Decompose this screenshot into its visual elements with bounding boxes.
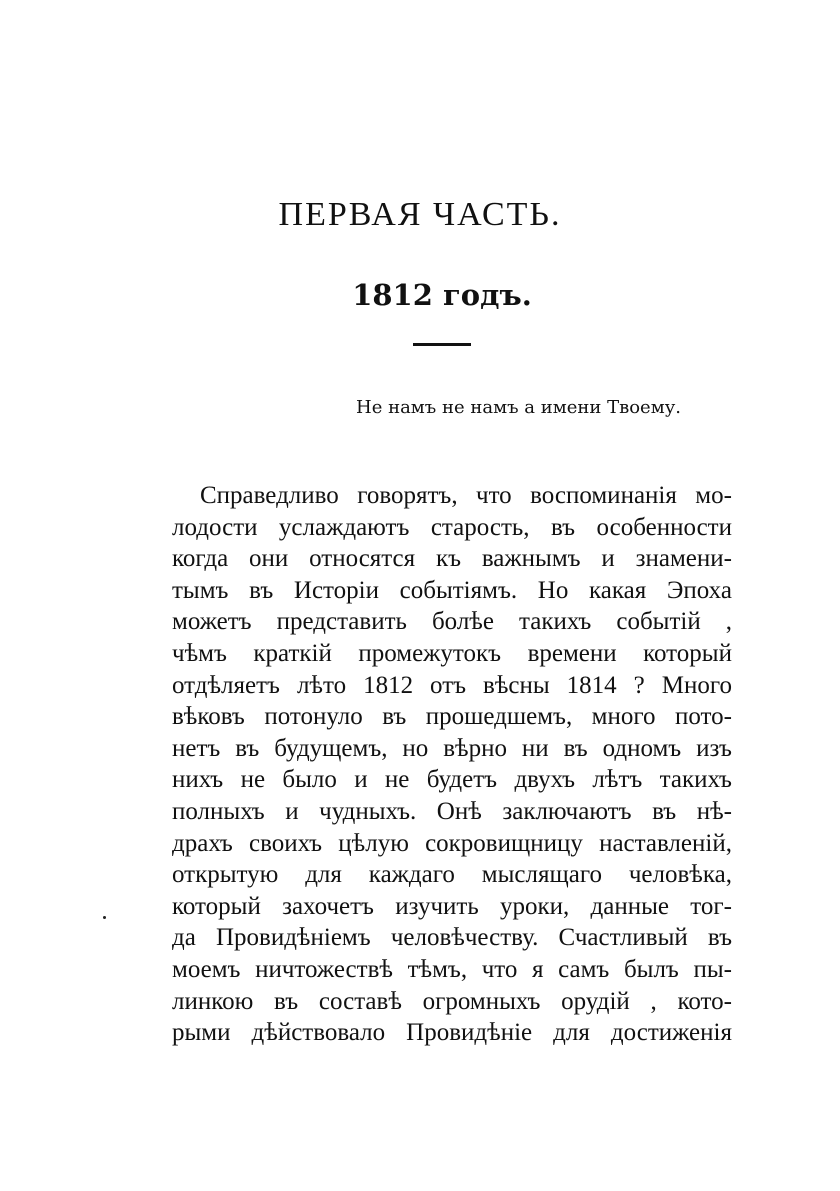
text-line <box>172 543 732 575</box>
word: когда <box>172 545 229 573</box>
word: достиженія <box>610 1019 732 1047</box>
word: драхъ <box>172 829 233 857</box>
word: одномъ <box>602 734 682 762</box>
word: вѣрно <box>443 734 507 762</box>
word: вѣсны <box>483 671 550 699</box>
word: нѣ- <box>696 797 732 825</box>
word: чудныхъ. <box>319 797 417 825</box>
word: кото- <box>677 987 732 1015</box>
word: лѣто <box>296 671 347 699</box>
word: и <box>285 797 299 825</box>
word: Провидѣніемъ <box>215 924 371 952</box>
word: человѣка, <box>628 861 732 889</box>
word: самъ <box>558 955 610 983</box>
word: уроки, <box>500 892 570 920</box>
word: тымъ <box>172 576 229 604</box>
word: было <box>282 766 337 794</box>
word: воспоминанія <box>530 482 677 509</box>
word: можетъ <box>172 608 252 636</box>
word: и <box>354 766 368 794</box>
text-line <box>172 701 732 733</box>
word: Онѣ <box>436 797 482 825</box>
word: отъ <box>430 671 467 699</box>
word: такихъ <box>519 608 592 636</box>
text-line <box>172 606 732 638</box>
word: Исторіи <box>293 576 379 604</box>
word: промежутокъ <box>358 639 502 667</box>
word: 1812 <box>363 671 414 699</box>
word: двухъ <box>514 766 576 794</box>
word: важнымъ <box>481 545 581 573</box>
word: нетъ <box>172 734 221 762</box>
word: такихъ <box>659 766 732 794</box>
word: прошедшемъ, <box>425 703 573 731</box>
word: къ <box>435 545 462 573</box>
text-line <box>172 670 732 702</box>
word: представить <box>276 608 407 636</box>
word: моемъ <box>172 955 241 983</box>
text-line <box>172 922 732 954</box>
word: тѣмъ, <box>407 955 468 983</box>
text-line <box>172 575 732 607</box>
word: для <box>305 861 342 889</box>
word: въ <box>652 797 677 825</box>
word: мо- <box>695 482 732 509</box>
word: будетъ <box>426 766 498 794</box>
word: въ <box>550 513 576 541</box>
text-line <box>172 1017 732 1049</box>
text-line <box>172 512 732 544</box>
word: былъ <box>623 955 679 983</box>
word: въ <box>563 734 588 762</box>
text-line <box>172 638 732 670</box>
word: который <box>172 892 261 920</box>
word: знамени- <box>635 545 732 573</box>
word: въ <box>707 924 732 952</box>
word: составѣ <box>318 987 402 1015</box>
word: цѣлую <box>338 829 409 857</box>
word: въ <box>235 734 260 762</box>
word: тог- <box>690 892 732 920</box>
word: вѣковъ <box>172 703 245 731</box>
word: старость, <box>430 513 530 541</box>
word: что <box>481 955 518 983</box>
text-line <box>172 733 732 765</box>
word: лѣтъ <box>592 766 643 794</box>
word: въ <box>274 987 299 1015</box>
word: открытую <box>172 861 279 889</box>
word: Эпоха <box>666 576 732 604</box>
word: человѣчеству. <box>390 924 539 952</box>
word: сокровищницу <box>425 829 583 857</box>
text-line <box>172 891 732 923</box>
text-line <box>172 859 732 891</box>
body-text <box>172 480 732 1049</box>
word: болѣе <box>431 608 494 636</box>
word: который <box>643 639 732 667</box>
word: наставленій, <box>599 829 732 857</box>
word: заключаютъ <box>502 797 632 825</box>
word: полныхъ <box>172 797 265 825</box>
word: потонуло <box>264 703 363 731</box>
word: какая <box>589 576 647 604</box>
word: относятся <box>309 545 416 573</box>
title-divider <box>413 343 471 346</box>
word: чѣмъ <box>172 639 227 667</box>
word: лодости <box>172 513 258 541</box>
text-line <box>172 986 732 1018</box>
word: Много <box>661 671 732 699</box>
word: орудій <box>561 987 630 1015</box>
text-line <box>172 480 732 512</box>
text-line <box>172 954 732 986</box>
word: пы- <box>693 955 732 983</box>
word: своихъ <box>248 829 323 857</box>
word: Счастливый <box>558 924 688 952</box>
word: ни <box>521 734 549 762</box>
word: рыми <box>172 1019 231 1047</box>
word: захочетъ <box>282 892 374 920</box>
word: отдѣляетъ <box>172 671 280 699</box>
word: краткій <box>253 639 332 667</box>
word: въ <box>249 576 274 604</box>
word: не <box>240 766 266 794</box>
word: времени <box>527 639 617 667</box>
word: мыслящаго <box>481 861 602 889</box>
word: для <box>553 1019 590 1047</box>
word: не <box>384 766 410 794</box>
word: услаждаютъ <box>278 513 410 541</box>
word: каждаго <box>368 861 455 889</box>
word: особенности <box>596 513 732 541</box>
word: 1814 <box>566 671 617 699</box>
margin-speck <box>103 916 106 919</box>
word: Провидѣніе <box>406 1019 533 1047</box>
word: я <box>531 955 544 983</box>
word: линкою <box>172 987 254 1015</box>
word: нихъ <box>172 766 224 794</box>
word: да <box>172 924 196 952</box>
word: ничтожествѣ <box>255 955 393 983</box>
word: дѣйствовало <box>251 1019 386 1047</box>
word: событіямъ. <box>399 576 518 604</box>
word: въ <box>382 703 407 731</box>
word: много <box>591 703 656 731</box>
word: что <box>476 482 512 509</box>
word: ? <box>633 671 645 699</box>
word: , <box>650 987 657 1015</box>
word: они <box>249 545 289 573</box>
text-line <box>172 764 732 796</box>
word: говорятъ, <box>357 482 458 509</box>
word: будущемъ, <box>274 734 388 762</box>
word: , <box>725 608 732 636</box>
word: изъ <box>696 734 732 762</box>
word: огромныхъ <box>422 987 541 1015</box>
word: пото- <box>674 703 732 731</box>
text-line <box>172 828 732 860</box>
word: изучить <box>395 892 479 920</box>
word: но <box>402 734 429 762</box>
word: данные <box>590 892 669 920</box>
word: событій <box>616 608 701 636</box>
epigraph: Не намъ не намъ а имени Твоему. <box>356 397 682 418</box>
part-title: ПЕРВАЯ ЧАСТЬ. <box>278 196 562 233</box>
word: и <box>601 545 615 573</box>
word: Справедливо <box>200 482 339 509</box>
word: Но <box>537 576 569 604</box>
text-line <box>172 796 732 828</box>
chapter-title: 1812 годъ. <box>352 278 532 312</box>
